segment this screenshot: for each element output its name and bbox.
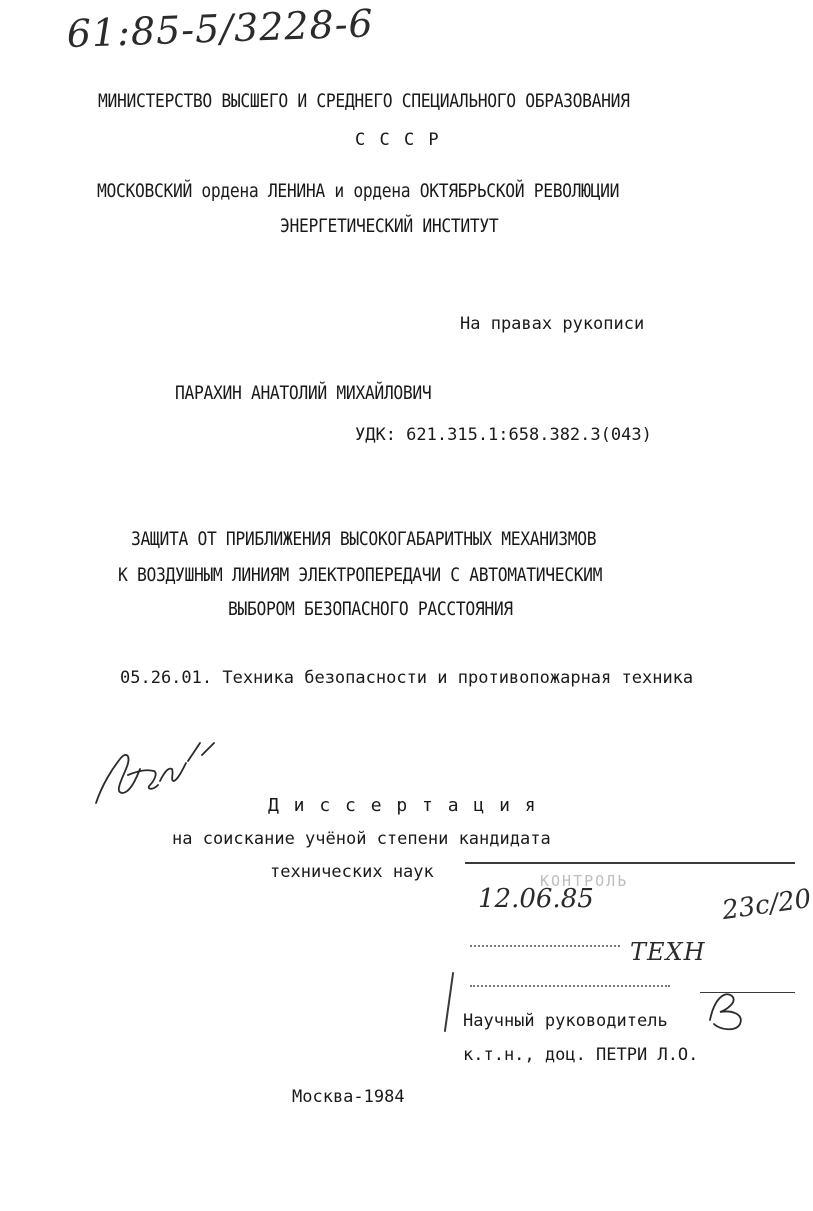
signature-icon (88, 735, 218, 810)
degree-line-2: технических наук (270, 862, 434, 882)
stamp-header: КОНТРОЛЬ (540, 872, 629, 890)
stamp-mark: ТЕХН (630, 938, 706, 966)
udc-code: УДК: 621.315.1:658.382.3(043) (355, 425, 652, 445)
supervisor-initials-icon (700, 980, 760, 1035)
stamp-dots-2 (470, 985, 670, 987)
country-line: С С С Р (355, 130, 441, 150)
city-year: Москва-1984 (292, 1087, 405, 1107)
stamp-date: 12.06.85 (478, 884, 594, 914)
institute-line-2: ЭНЕРГЕТИЧЕСКИЙ ИНСТИТУТ (280, 215, 499, 237)
title-line-2: К ВОЗДУШНЫМ ЛИНИЯМ ЭЛЕКТРОПЕРЕДАЧИ С АВТОМАТИЧЕСКИМ (118, 564, 603, 586)
stamp-dots-1 (470, 945, 620, 947)
stamp-number: 23с/20 (720, 883, 813, 927)
stamp-top-border (465, 862, 795, 864)
ministry-line: МИНИСТЕРСТВО ВЫСШЕГО И СРЕДНЕГО СПЕЦИАЛЬНОГО ОБРАЗОВАНИЯ (98, 90, 630, 112)
manuscript-note: На правах рукописи (460, 314, 645, 334)
title-line-1: ЗАЩИТА ОТ ПРИБЛИЖЕНИЯ ВЫСОКОГАБАРИТНЫХ МЕХАНИЗМОВ (131, 528, 597, 550)
supervisor-label: Научный руководитель (463, 1011, 668, 1031)
specialty-line: 05.26.01. Техника безопасности и противопожарная техника (120, 668, 694, 688)
title-line-3: ВЫБОРОМ БЕЗОПАСНОГО РАССТОЯНИЯ (228, 598, 513, 620)
institute-line-1: МОСКОВСКИЙ ордена ЛЕНИНА и ордена ОКТЯБРЬСКОЙ РЕВОЛЮЦИИ (97, 180, 620, 202)
dissertation-label: Д и с с е р т а ц и я (268, 795, 538, 816)
author-name: ПАРАХИН АНАТОЛИЙ МИХАЙЛОВИЧ (175, 382, 432, 404)
archive-number: 61:85-5/3228-6 (66, 1, 375, 56)
stamp-left-tick (444, 972, 454, 1032)
supervisor-name: к.т.н., доц. ПЕТРИ Л.О. (463, 1045, 699, 1065)
degree-line-1: на соискание учёной степени кандидата (172, 829, 551, 849)
